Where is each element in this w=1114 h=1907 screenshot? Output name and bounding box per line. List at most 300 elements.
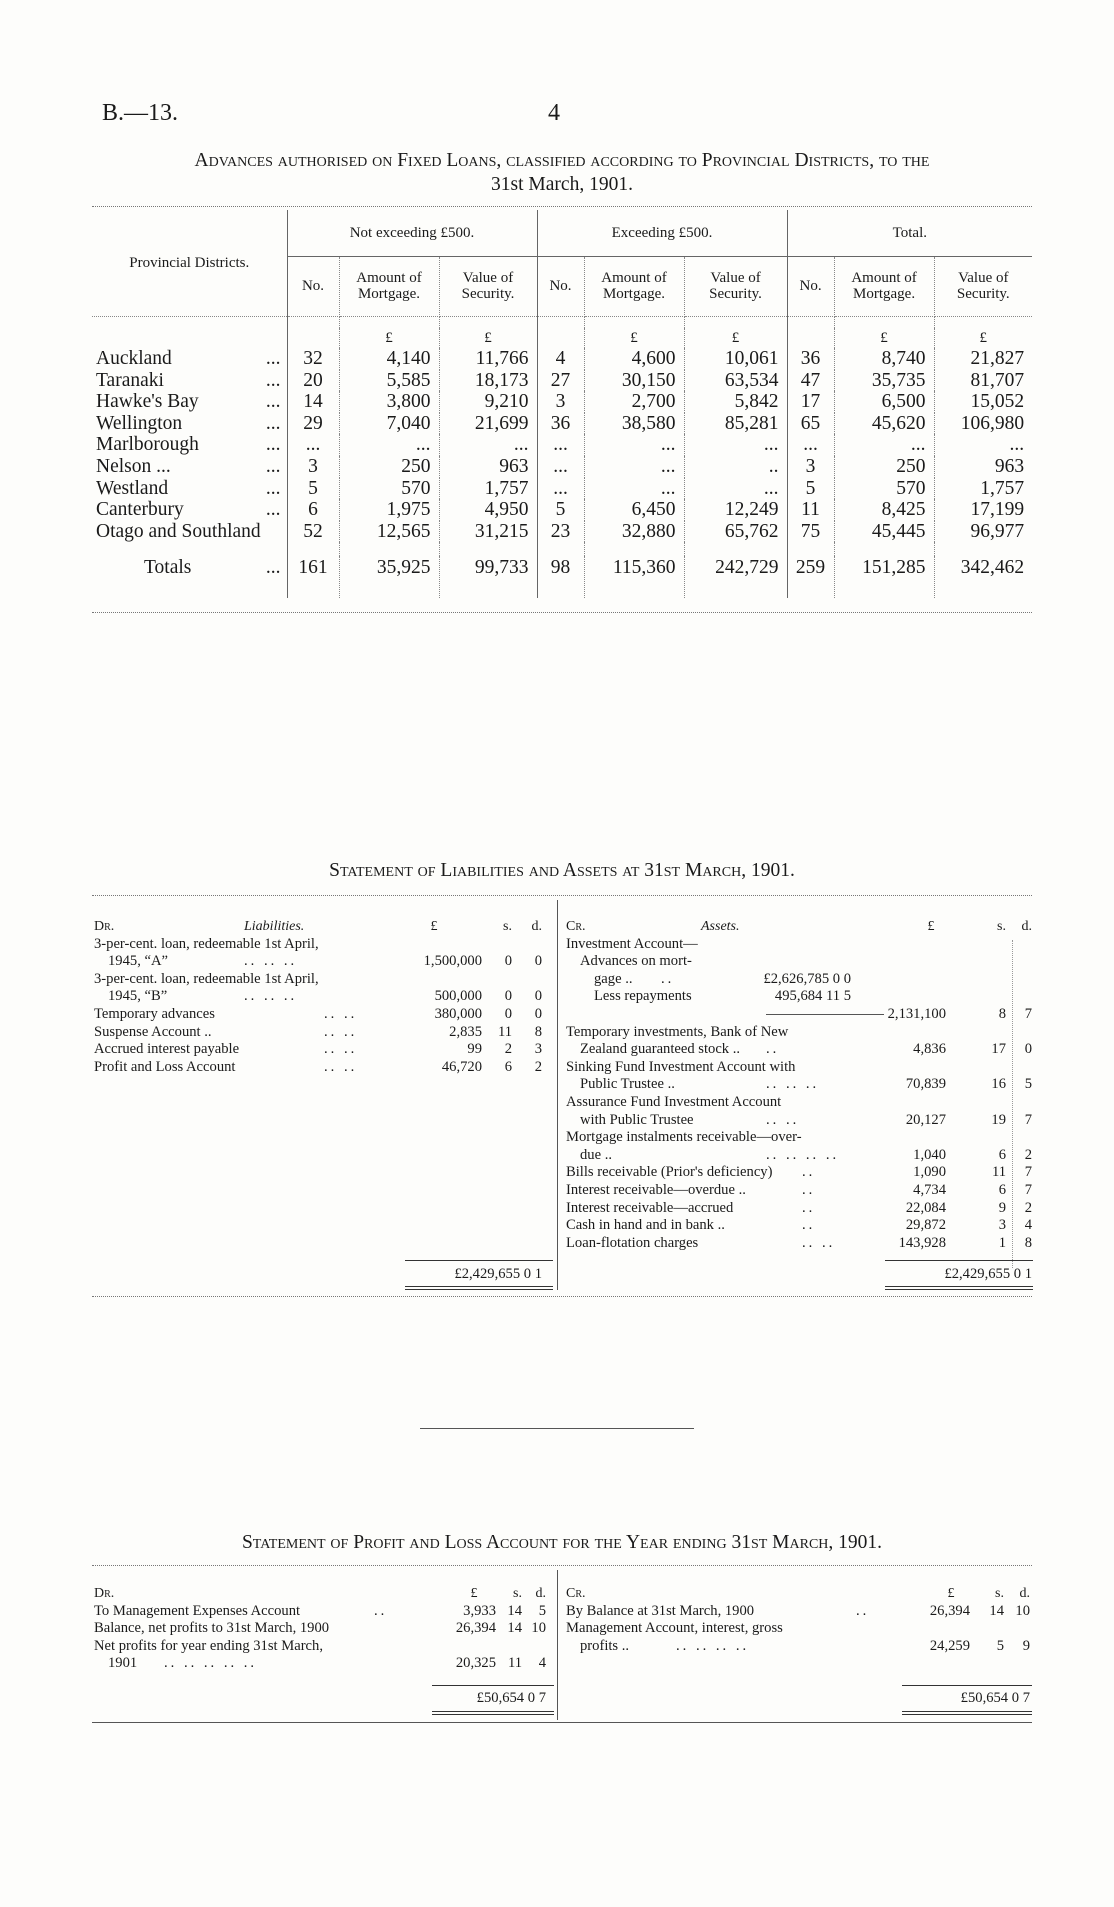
- district-row: [92, 499, 1032, 521]
- item-label-cont: 1945, “A”: [108, 953, 168, 970]
- district-cell: [92, 521, 287, 543]
- statement-line: [94, 1655, 554, 1673]
- value-cell: 81,707: [970, 369, 1025, 391]
- value-cell: 2,700: [584, 391, 684, 413]
- stmt2-top-rule: [92, 1565, 1032, 1566]
- leader-dots: .. .. .. ..: [766, 1146, 840, 1163]
- amount-pence: 10: [1015, 1602, 1030, 1619]
- value-cell: 96,977: [970, 520, 1025, 542]
- cr-label: Cr.: [566, 919, 586, 934]
- stmt1-left-double-rule: [405, 1286, 553, 1290]
- amount-pence: 7: [1024, 1164, 1032, 1181]
- amount-shillings: 16: [991, 1076, 1006, 1093]
- value-cell: 20: [287, 370, 339, 392]
- sub-no: No.: [787, 256, 834, 316]
- value-cell: 5: [537, 499, 584, 521]
- district-row: [92, 521, 1032, 543]
- amount-pounds: 20,325: [455, 1655, 496, 1672]
- assets-total: £2,429,655 0 1: [944, 1266, 1032, 1282]
- value-cell: 5,842: [684, 391, 787, 413]
- leader-dots: ...: [265, 557, 281, 579]
- value-cell: 30,150: [584, 370, 684, 392]
- group-not-exceeding: Not exceeding £500.: [287, 210, 537, 256]
- leader-dots: ...: [265, 348, 281, 369]
- amount-shillings: 11: [991, 1164, 1006, 1181]
- value-cell: ...: [537, 456, 584, 478]
- debit-side: [94, 1585, 554, 1673]
- net-advances-d: 7: [1024, 1005, 1032, 1022]
- leader-dots: .. ..: [324, 1041, 358, 1058]
- amount-shillings: 1: [998, 1234, 1006, 1251]
- value-cell: 15,052: [970, 391, 1025, 413]
- totals-label: Totals: [144, 557, 192, 579]
- value-cell: 3: [287, 456, 339, 478]
- value-cell: 21,699: [439, 413, 537, 435]
- amount-pounds: 26,394: [455, 1620, 496, 1637]
- district-name: Canterbury: [96, 499, 184, 521]
- advances-table-title: [92, 149, 1032, 197]
- col-d: d.: [531, 919, 542, 934]
- item-label: Accrued interest payable: [94, 1041, 240, 1058]
- stmt1-right-subtotal-rule: [885, 1260, 1033, 1261]
- currency-symbol: £: [979, 330, 988, 346]
- statement-line: [566, 1129, 1032, 1147]
- district-row: [92, 413, 1032, 435]
- value-cell: 23: [537, 521, 584, 543]
- value-cell: 5,585: [339, 370, 439, 392]
- col-s: s.: [995, 1586, 1004, 1601]
- amount-pence: 2: [1024, 1146, 1032, 1163]
- district-cell: [92, 556, 287, 598]
- amount-pence: 0: [1024, 1041, 1032, 1058]
- amount-pence: 7: [1024, 1111, 1032, 1128]
- item-label: Bills receivable (Prior's deficiency): [566, 1164, 773, 1181]
- district-name: Otago and Southland: [96, 520, 261, 542]
- col-pound: £: [947, 1586, 955, 1601]
- value-cell: 45,445: [834, 521, 934, 543]
- value-cell: 17: [787, 391, 834, 413]
- leader-dots: .. .. .. ..: [676, 1637, 750, 1654]
- value-cell: 36: [537, 413, 584, 435]
- amount-pence: 0: [534, 953, 542, 970]
- statement-line: [566, 1164, 1032, 1182]
- col-s: s.: [513, 1586, 522, 1601]
- group-exceeding: Exceeding £500.: [537, 210, 787, 256]
- district-cell: [92, 391, 287, 413]
- amount-shillings: 14: [507, 1620, 522, 1637]
- leader-dots: .. .. ..: [244, 988, 298, 1005]
- value-cell: 1,757: [980, 477, 1025, 499]
- cr-label: Cr.: [566, 1586, 586, 1601]
- district-cell: [92, 434, 287, 456]
- amount-pence: 0: [534, 1005, 542, 1022]
- value-cell: 65,762: [684, 521, 787, 543]
- sub-amount: Amount of Mortgage.: [834, 256, 934, 316]
- amount-pence: 2: [534, 1058, 542, 1075]
- statement-line: [94, 971, 554, 989]
- leader-dots: .. ..: [324, 1023, 358, 1040]
- value-cell: 6: [287, 499, 339, 521]
- value-cell: 29: [287, 413, 339, 435]
- value-cell: 12,565: [339, 521, 439, 543]
- sub-value: Value of Security.: [684, 256, 787, 316]
- value-cell: 14: [287, 391, 339, 413]
- value-cell: 4,140: [339, 348, 439, 370]
- item-label: Management Account, interest, gross: [566, 1620, 783, 1637]
- advances-title-line1: Advances authorised on Fixed Loans, classified according to Provincial Districts, to the: [194, 150, 930, 171]
- value-cell: ...: [684, 478, 787, 500]
- value-cell: ...: [584, 478, 684, 500]
- district-row: [92, 434, 1032, 456]
- currency-symbol: £: [339, 328, 439, 348]
- item-label: Profit and Loss Account: [94, 1058, 236, 1075]
- statement-line: [566, 1217, 1032, 1235]
- stmt2-left-double-rule: [432, 1711, 554, 1715]
- leader-dots: ..: [802, 1181, 816, 1198]
- value-cell: 3: [787, 456, 834, 478]
- value-cell: 36: [787, 348, 834, 370]
- amount-shillings: 6: [998, 1181, 1006, 1198]
- currency-symbol: £: [684, 328, 787, 348]
- item-label: Sinking Fund Investment Account with: [566, 1058, 796, 1075]
- stmt1-left-subtotal-rule: [405, 1260, 553, 1261]
- debit-total: £50,654 0 7: [476, 1690, 546, 1706]
- stmt2-right-subtotal-rule: [902, 1685, 1032, 1686]
- amount-pounds: 1,500,000: [423, 953, 482, 970]
- net-advances-amount: 2,131,100: [887, 1005, 946, 1022]
- amount-pounds: 46,720: [441, 1058, 482, 1075]
- advances-title-line2: 31st March, 1901.: [491, 174, 633, 195]
- district-cell: [92, 499, 287, 521]
- amount-shillings: 11: [497, 1023, 512, 1040]
- district-name: Wellington: [96, 412, 183, 434]
- value-cell: 85,281: [684, 413, 787, 435]
- sub-amount: Amount of Mortgage.: [339, 256, 439, 316]
- leader-dots: ...: [265, 369, 281, 391]
- statement-line: [94, 1041, 554, 1059]
- amount-pence: 7: [1024, 1181, 1032, 1198]
- value-cell: 98: [537, 556, 584, 598]
- leader-dots: ..: [374, 1602, 388, 1619]
- debit-total-row: [94, 1690, 554, 1708]
- leader-dots: .. ..: [766, 1111, 800, 1128]
- district-row: [92, 348, 1032, 370]
- item-label-cont: 1901: [108, 1655, 138, 1672]
- investment-account-head: Investment Account—: [566, 935, 698, 952]
- credit-total: £50,654 0 7: [960, 1690, 1030, 1706]
- amount-pounds: 20,127: [905, 1111, 946, 1128]
- leader-dots: .. .. ..: [244, 953, 298, 970]
- value-cell: 27: [537, 370, 584, 392]
- statement-line: [566, 1094, 1032, 1112]
- item-label-cont: with Public Trustee: [580, 1111, 694, 1128]
- amount-pounds: 4,836: [913, 1041, 946, 1058]
- item-label: Interest receivable—overdue ..: [566, 1181, 746, 1198]
- value-cell: 10,061: [684, 348, 787, 370]
- leader-dots: ...: [265, 499, 281, 521]
- amount-pence: 4: [538, 1655, 546, 1672]
- value-cell: 21,827: [970, 348, 1025, 369]
- statement-line: [566, 1620, 1032, 1638]
- value-cell: ...: [1009, 434, 1025, 456]
- value-cell: 8,740: [834, 348, 934, 370]
- leader-dots: ..: [802, 1164, 816, 1181]
- amount-pence: 3: [534, 1041, 542, 1058]
- value-cell: 963: [994, 455, 1025, 477]
- statement-line: [94, 1024, 554, 1042]
- leader-dots: .. .. .. .. ..: [164, 1655, 258, 1672]
- value-cell: ...: [537, 434, 584, 456]
- leader-dots: ...: [265, 412, 281, 434]
- item-label: Balance, net profits to 31st March, 1900: [94, 1620, 330, 1637]
- amount-shillings: 6: [504, 1058, 512, 1075]
- value-cell: ...: [787, 434, 834, 456]
- assets-side: [566, 918, 1032, 1252]
- value-cell: ..: [684, 456, 787, 478]
- section-divider: [420, 1428, 694, 1429]
- district-cell: [92, 348, 287, 370]
- net-advances-rule: [766, 1014, 884, 1015]
- statement-line: [566, 1235, 1032, 1253]
- liabilities-total: £2,429,655 0 1: [454, 1266, 542, 1282]
- assets-heading: Assets.: [701, 919, 740, 934]
- statement-line: [566, 1112, 1032, 1130]
- item-label: 3-per-cent. loan, redeemable 1st April,: [94, 935, 319, 952]
- statement-line: [566, 1182, 1032, 1200]
- value-cell: 259: [787, 556, 834, 598]
- col-d: d.: [1019, 1586, 1030, 1601]
- stmt1-right-double-rule: [885, 1286, 1033, 1290]
- item-label: By Balance at 31st March, 1900: [566, 1602, 755, 1619]
- item-label: Suspense Account ..: [94, 1023, 212, 1040]
- value-cell: 5: [287, 478, 339, 500]
- statement-line: [566, 1059, 1032, 1077]
- district-row: [92, 370, 1032, 392]
- amount-pounds: 3,933: [463, 1602, 496, 1619]
- item-label-cont: due ..: [580, 1146, 613, 1163]
- amount-pence: 10: [531, 1620, 546, 1637]
- value-cell: ...: [584, 434, 684, 456]
- value-cell: ...: [584, 456, 684, 478]
- leader-dots: ..: [802, 1217, 816, 1234]
- value-cell: 161: [287, 556, 339, 598]
- value-cell: ...: [537, 478, 584, 500]
- value-cell: 35,735: [834, 370, 934, 392]
- value-cell: 4,950: [439, 499, 537, 521]
- statement-line: [94, 953, 554, 971]
- amount-pounds: 26,394: [929, 1602, 970, 1619]
- statement-line: [94, 1603, 554, 1621]
- value-cell: 6,500: [834, 391, 934, 413]
- leader-dots: .. .. ..: [766, 1076, 820, 1093]
- gage-label: gage ..: [594, 970, 633, 987]
- net-advances-s: 8: [998, 1005, 1006, 1022]
- value-cell: 31,215: [439, 521, 537, 543]
- currency-symbol: £: [834, 328, 934, 348]
- currency-symbol: £: [584, 328, 684, 348]
- table-bottom-rule: [92, 612, 1032, 613]
- item-label: Temporary advances: [94, 1005, 215, 1022]
- value-cell: 1,757: [439, 478, 537, 500]
- report-reference: B.—13.: [102, 100, 179, 126]
- district-name: Hawke's Bay: [96, 391, 199, 413]
- statement-line: [566, 1603, 1032, 1621]
- amount-shillings: 19: [991, 1111, 1006, 1128]
- spacer-row: [92, 542, 1032, 556]
- value-cell: 99,733: [439, 556, 537, 598]
- district-name: Nelson ...: [96, 455, 171, 477]
- item-label: 3-per-cent. loan, redeemable 1st April,: [94, 970, 319, 987]
- value-cell: 106,980: [960, 412, 1025, 434]
- value-cell: 115,360: [584, 556, 684, 598]
- leader-dots: ...: [265, 455, 281, 477]
- amount-shillings: 0: [504, 1005, 512, 1022]
- value-cell: 32,880: [584, 521, 684, 543]
- item-label: Temporary investments, Bank of New: [566, 1023, 789, 1040]
- amount-pounds: 22,084: [905, 1199, 946, 1216]
- leader-dots: ..: [802, 1199, 816, 1216]
- value-cell: 151,285: [834, 556, 934, 598]
- value-cell: 11,766: [439, 348, 537, 370]
- district-row: [92, 391, 1032, 413]
- col-d: d.: [1021, 919, 1032, 934]
- amount-pence: 5: [538, 1602, 546, 1619]
- liabilities-total-row: [94, 1266, 554, 1284]
- district-row: [92, 456, 1032, 478]
- leader-dots: .. ..: [802, 1234, 836, 1251]
- value-cell: 18,173: [439, 370, 537, 392]
- sub-value: Value of Security.: [934, 256, 1032, 316]
- district-cell: [92, 456, 287, 478]
- value-cell: 963: [439, 456, 537, 478]
- leader-dots: ...: [265, 434, 281, 456]
- value-cell: 47: [787, 370, 834, 392]
- amount-pounds: 380,000: [434, 1005, 482, 1022]
- amount-pence: 8: [1024, 1234, 1032, 1251]
- value-cell: 75: [787, 521, 834, 543]
- group-total: Total.: [892, 224, 927, 241]
- leader-dots: ...: [265, 477, 281, 499]
- value-cell: 12,249: [684, 499, 787, 521]
- gage-dots: ..: [661, 970, 675, 987]
- item-label-cont: profits ..: [580, 1637, 630, 1654]
- stmt2-bottom-rule: [92, 1722, 1032, 1723]
- value-cell: 4,600: [584, 348, 684, 370]
- sub-amount: Amount of Mortgage.: [584, 256, 684, 316]
- statement-line: [94, 988, 554, 1006]
- district-name: Westland: [96, 477, 169, 499]
- leader-dots: .. ..: [324, 1005, 358, 1022]
- sub-value: Value of Security.: [439, 256, 537, 316]
- amount-pence: 2: [1024, 1199, 1032, 1216]
- district-cell: [92, 478, 287, 500]
- leader-dots: ..: [856, 1602, 870, 1619]
- page-number: 4: [548, 100, 560, 126]
- liabilities-side: [94, 918, 554, 1076]
- amount-shillings: 17: [991, 1041, 1006, 1058]
- value-cell: 17,199: [970, 499, 1025, 521]
- leader-dots: ..: [766, 1041, 780, 1058]
- item-label: Loan-flotation charges: [566, 1234, 699, 1251]
- amount-shillings: 0: [504, 953, 512, 970]
- liabilities-heading: Liabilities.: [244, 919, 305, 934]
- statement-line: [566, 1024, 1032, 1042]
- amount-pounds: 24,259: [929, 1637, 970, 1654]
- amount-pence: 5: [1024, 1076, 1032, 1093]
- value-cell: 3: [537, 391, 584, 413]
- amount-pounds: 2,835: [449, 1023, 482, 1040]
- totals-row: [92, 556, 1032, 598]
- value-cell: ...: [684, 434, 787, 456]
- advances-table: [92, 210, 1032, 598]
- stmt1-right-money-rule: [1012, 940, 1013, 1268]
- district-name: Auckland: [96, 348, 172, 369]
- sub-no: No.: [287, 256, 339, 316]
- value-cell: 250: [834, 456, 934, 478]
- assets-total-row: [566, 1266, 1032, 1284]
- value-cell: 38,580: [584, 413, 684, 435]
- amount-shillings: 9: [998, 1199, 1006, 1216]
- col-s: s.: [503, 919, 512, 934]
- profit-loss-title: Statement of Profit and Loss Account for the Year ending 31st March, 1901.: [241, 1532, 883, 1553]
- stmt1-center-divider: [557, 900, 558, 1290]
- district-row: [92, 478, 1032, 500]
- amount-pence: 9: [1022, 1637, 1030, 1654]
- value-cell: 570: [339, 478, 439, 500]
- amount-shillings: 14: [507, 1602, 522, 1619]
- amount-shillings: 14: [989, 1602, 1004, 1619]
- item-label: Net profits for year ending 31st March,: [94, 1637, 323, 1654]
- item-label-cont: 1945, “B”: [108, 988, 168, 1005]
- amount-pounds: 1,040: [913, 1146, 946, 1163]
- value-cell: ...: [339, 434, 439, 456]
- value-cell: 52: [287, 521, 339, 543]
- stmt2-right-double-rule: [902, 1711, 1032, 1715]
- item-label-cont: Public Trustee ..: [580, 1076, 675, 1093]
- value-cell: 250: [339, 456, 439, 478]
- value-cell: 6,450: [584, 499, 684, 521]
- amount-shillings: 3: [998, 1217, 1006, 1234]
- district-name: Marlborough: [96, 434, 199, 456]
- currency-symbol: £: [439, 328, 537, 348]
- amount-pounds: 143,928: [898, 1234, 946, 1251]
- value-cell: 1,975: [339, 499, 439, 521]
- stmt1-top-rule: [92, 895, 1032, 896]
- statement-line: [94, 1620, 554, 1638]
- statement-line: [94, 1059, 554, 1077]
- col-pound: £: [470, 1586, 478, 1601]
- amount-pounds: 1,090: [913, 1164, 946, 1181]
- statement-line: [566, 1147, 1032, 1165]
- statement-line: [566, 1638, 1032, 1656]
- item-label-cont: Zealand guaranteed stock ..: [580, 1041, 741, 1058]
- stmt2-center-divider: [557, 1570, 558, 1720]
- item-label: Mortgage instalments receivable—over-: [566, 1129, 802, 1146]
- amount-pounds: 29,872: [905, 1217, 946, 1234]
- value-cell: 242,729: [684, 556, 787, 598]
- amount-pence: 8: [534, 1023, 542, 1040]
- dr-label: Dr.: [94, 919, 115, 934]
- item-label: Cash in hand and in bank ..: [566, 1217, 725, 1234]
- value-cell: 45,620: [834, 413, 934, 435]
- credit-side: [566, 1585, 1032, 1655]
- value-cell: 65: [787, 413, 834, 435]
- value-cell: ...: [287, 434, 339, 456]
- item-label: Assurance Fund Investment Account: [566, 1093, 782, 1110]
- statement-line: [94, 936, 554, 954]
- statement-line: [566, 1041, 1032, 1059]
- stmt2-left-subtotal-rule: [432, 1685, 554, 1686]
